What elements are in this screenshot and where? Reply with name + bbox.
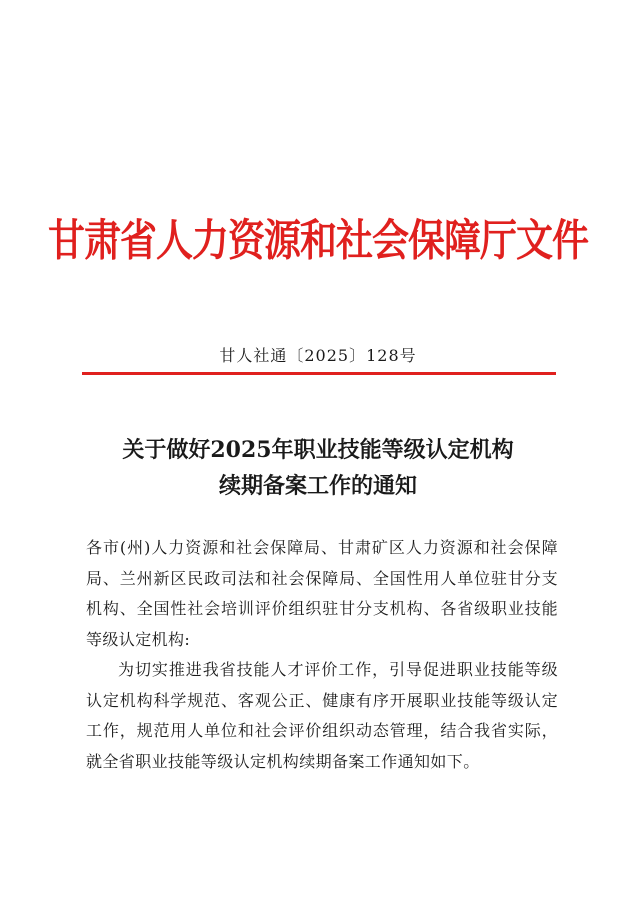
notice-title-line-2: 续期备案工作的通知 [218,473,417,499]
issuer-header-title: 甘肃省人力资源和社会保障厅文件 [48,214,588,267]
notice-body [86,533,558,777]
body-paragraph-1: 为切实推进我省技能人才评价工作，引导促进职业技能等级认定机构科学规范、客观公正、健康有序开展职业技能等级认定工作，规范用人单位和社会评价组织动态管理，结合我省实际，就全省职业技能等级认定机构续期备案工作通知如下。 [86,660,558,771]
red-divider-line [82,372,556,375]
addressees-paragraph: 各市(州)人力资源和社会保障局、甘肃矿区人力资源和社会保障局、兰州新区民政司法和社会保障局、全国性用人单位驻甘分支机构、全国性社会培训评价组织驻甘分支机构、各省级职业技能等级认定机构: [86,538,558,649]
document-number: 甘人社通〔2025〕128号 [219,346,417,365]
notice-title [0,432,636,504]
notice-title-line-1: 关于做好2025年职业技能等级认定机构 [122,437,514,463]
